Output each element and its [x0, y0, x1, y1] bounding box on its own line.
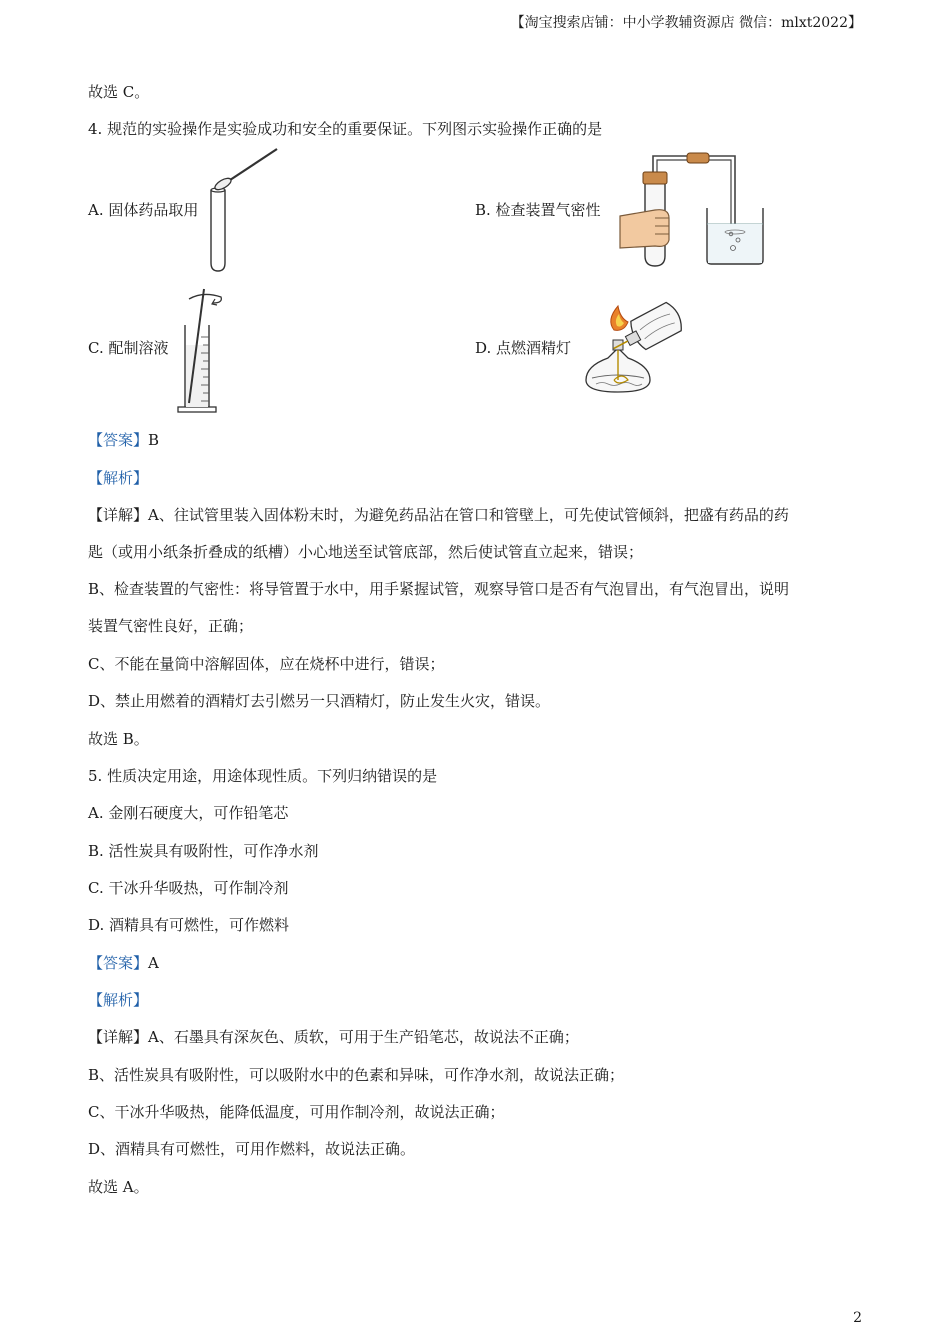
q4-detail-tag: 【详解】: [88, 506, 149, 524]
q4-detail-line-5: C、不能在量筒中溶解固体，应在烧杯中进行，错误；: [88, 655, 445, 673]
q5-option-c: C. 干冰升华吸热，可作制冷剂: [88, 879, 289, 897]
q5-detail-line-2: B、活性炭具有吸附性，可以吸附水中的色素和异味，可作净水剂，故说法正确；: [88, 1066, 625, 1084]
page-number: 2: [853, 1310, 862, 1326]
q4-option-b-label: B. 检查装置气密性: [475, 201, 601, 219]
q4-answer: B: [148, 431, 160, 449]
q4-conclusion: 故选 B。: [88, 730, 149, 748]
q4-option-c-label: C. 配制溶液: [88, 339, 169, 357]
q4-detail-line-2: 匙（或用小纸条折叠成的纸槽）小心地送至试管底部，然后使试管直立起来，错误；: [88, 543, 644, 561]
q5-detail-line-4: D、酒精具有可燃性，可用作燃料，故说法正确。: [88, 1140, 416, 1158]
q5-option-b: B. 活性炭具有吸附性，可作净水剂: [88, 842, 319, 860]
q5-detail-tag: 【详解】: [88, 1028, 149, 1046]
lighting-alcohol-lamp-figure: [578, 292, 693, 397]
q5-detail-line-3: C、干冰升华吸热，能降低温度，可用作制冷剂，故说法正确；: [88, 1103, 505, 1121]
q5-option-a: A. 金刚石硬度大，可作铅笔芯: [88, 804, 289, 822]
q4-detail-line-1: [88, 505, 789, 525]
q4-analysis-tag: 【解析】: [88, 469, 149, 487]
q5-option-d: D. 酒精具有可燃性，可作燃料: [88, 916, 290, 934]
q4-detail-line-6: D、禁止用燃着的酒精灯去引燃另一只酒精灯，防止发生火灾，错误。: [88, 692, 551, 710]
q4-option-d-label: D. 点燃酒精灯: [475, 339, 572, 357]
q4-option-a-label: A. 固体药品取用: [88, 201, 199, 219]
page-header: 【淘宝搜索店铺：中小学教辅资源店 微信：mlxt2022】: [510, 15, 862, 31]
q5-detail-line-1: [88, 1027, 579, 1047]
measuring-cylinder-stirring-figure: [175, 285, 235, 415]
airtightness-check-figure: [615, 148, 775, 270]
q4-detail-line-3: B、检查装置的气密性：将导管置于水中，用手紧握试管，观察导管口是否有气泡冒出，有气泡冒出，说明: [88, 580, 790, 598]
q5-stem: 5. 性质决定用途，用途体现性质。下列归纳错误的是: [88, 767, 438, 785]
q4-answer-line: [88, 430, 159, 450]
q5-analysis-tag: 【解析】: [88, 991, 149, 1009]
q5-answer-line: [88, 953, 159, 973]
q5-conclusion: 故选 A。: [88, 1178, 149, 1196]
q5-answer: A: [148, 954, 159, 972]
solid-powder-taking-figure: [205, 145, 285, 275]
q4-stem: 4. 规范的实验操作是实验成功和安全的重要保证。下列图示实验操作正确的是: [88, 120, 603, 138]
prev-conclusion: 故选 C。: [88, 83, 150, 101]
q4-detail-text-1: A、往试管里装入固体粉末时，为避免药品沾在管口和管壁上，可先使试管倾斜，把盛有药品的药: [148, 506, 789, 524]
q5-answer-tag: 【答案】: [88, 954, 149, 972]
q5-detail-text-1: A、石墨具有深灰色、质软，可用于生产铅笔芯，故说法不正确；: [148, 1028, 579, 1046]
q4-detail-line-4: 装置气密性良好，正确；: [88, 617, 254, 635]
q4-answer-tag: 【答案】: [88, 431, 149, 449]
